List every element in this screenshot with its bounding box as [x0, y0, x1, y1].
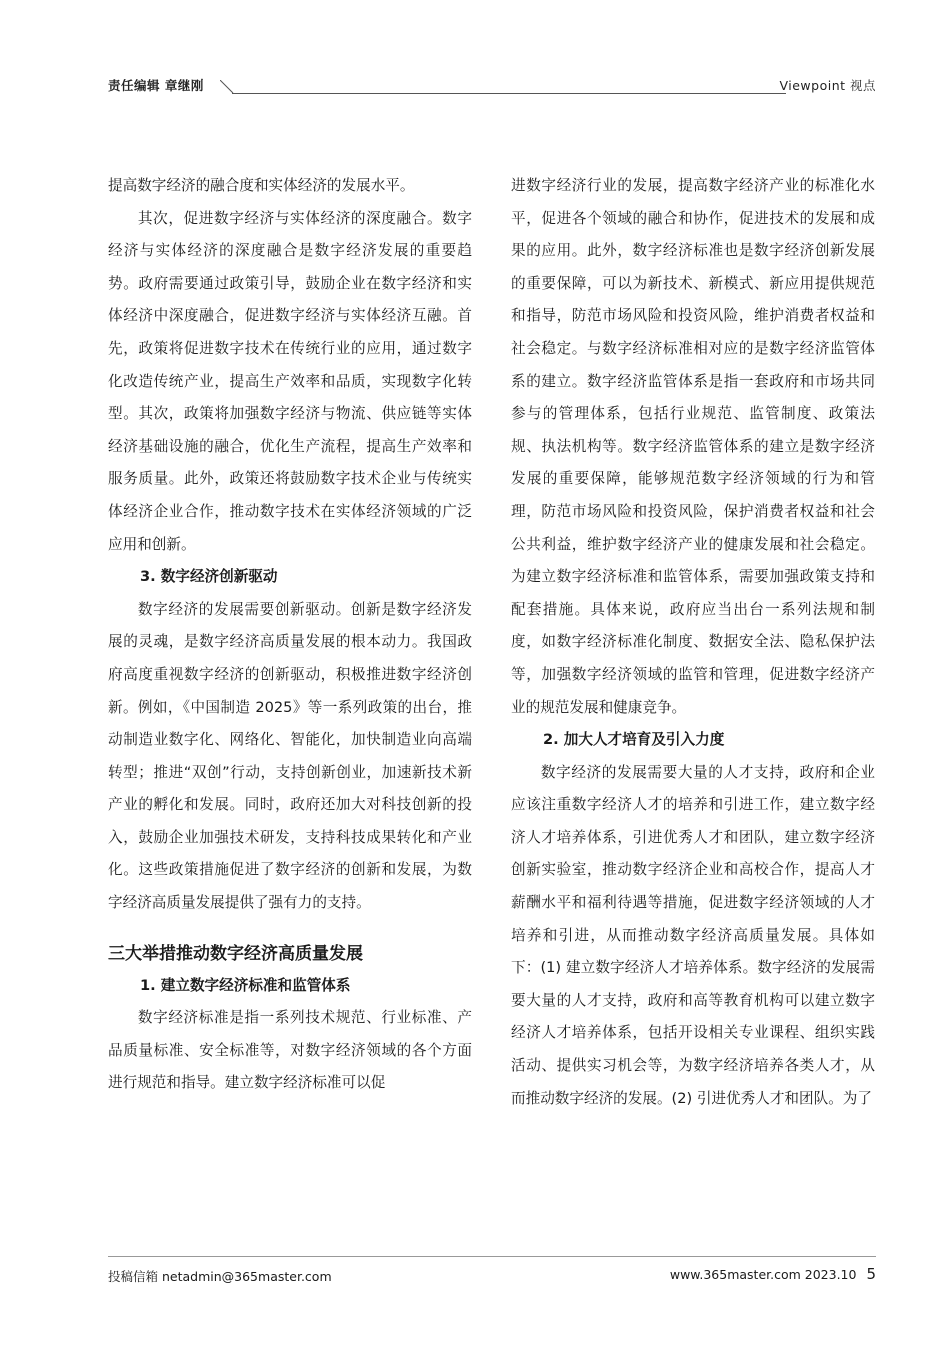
- paragraph: 数字经济的发展需要大量的人才支持，政府和企业应该注重数字经济人才的培养和引进工作，建立数字经济人才培养体系，引进优秀人才和团队，建立数字经济创新实验室，推动数字经济企业和高校合作，提高人才薪酬水平和福利待遇等措施，促进数字经济领域的人才培养和引进，从而推动数字经济高质量发展。具体如下：(1) 建立数字经济人才培养体系。数字经济的发展需要大量的人才支持，政府和高等教育机构可以建立数字经济人才培养体系，包括开设相关专业课程、组织实践活动、提供实习机会等，为数字经济培养各类人才，从而推动数字经济的发展。(2) 引进优秀人才和团队。为了: [511, 763, 875, 1107]
- section-heading: 三大举措推动数字经济高质量发展: [108, 943, 363, 964]
- submission-email: 投稿信箱 netadmin@365master.com: [108, 1269, 332, 1284]
- paragraph: 数字经济标准是指一系列技术规范、行业标准、产品质量标准、安全标准等，对数字经济领域的各个方面进行规范和指导。建立数字经济标准可以促: [108, 1009, 472, 1092]
- paragraph: 其次，促进数字经济与实体经济的深度融合。数字经济与实体经济的深度融合是数字经济发展的重要趋势。政府需要通过政策引导，鼓励企业在数字经济和实体经济中深度融合，促进数字经济与实体经济互融。首先，政策将促进数字技术在传统行业的应用，通过数字化改造传统产业，提高生产效率和品质，实现数字化转型。其次，政策将加强数字经济与物流、供应链等实体经济基础设施的融合，优化生产流程，提高生产效率和服务质量。此外，政策还将鼓励数字技术企业与传统实体经济企业合作，推动数字技术在实体经济领域的广泛应用和创新。: [108, 209, 472, 553]
- subsection-heading: 2. 加大人才培育及引入力度: [543, 731, 725, 749]
- page-footer: [108, 1256, 876, 1287]
- right-column: [511, 170, 875, 1115]
- subsection-heading: 1. 建立数字经济标准和监管体系: [140, 976, 351, 994]
- subsection-heading: 3. 数字经济创新驱动: [140, 568, 278, 586]
- page-number: 5: [866, 1265, 876, 1283]
- site-and-issue: www.365master.com 2023.10: [669, 1267, 857, 1282]
- left-column: [108, 170, 472, 1100]
- paragraph: 进数字经济行业的发展，提高数字经济产业的标准化水平，促进各个领域的融合和协作，促进技术的发展和成果的应用。此外，数字经济标准也是数字经济创新发展的重要保障，可以为新技术、新模式、新应用提供规范和指导，防范市场风险和投资风险，维护消费者权益和社会稳定。与数字经济标准相对应的是数字经济监管体系的建立。数字经济监管体系是指一套政府和市场共同参与的管理体系，包括行业规范、监管制度、政策法规、执法机构等。数字经济监管体系的建立是数字经济发展的重要保障，能够规范数字经济领域的行为和管理，防范市场风险和投资风险，保护消费者权益和社会公共利益，维护数字经济产业的健康发展和社会稳定。为建立数字经济标准和监管体系，需要加强政策支持和配套措施。具体来说，政府应当出台一系列法规和制度，如数字经济标准化制度、数据安全法、隐私保护法等，加强数字经济领域的监管和管理，促进数字经济产业的规范发展和健康竞争。: [511, 177, 875, 716]
- paragraph: 数字经济的发展需要创新驱动。创新是数字经济发展的灵魂，是数字经济高质量发展的根本动力。我国政府高度重视数字经济的创新驱动，积极推进数字经济创新。例如，《中国制造 2025》等一系列政策的出台，推动制造业数字化、网络化、智能化，加快制造业向高端转型；推进“双创”行动，支持创新创业，加速新技术新产业的孵化和发展。同时，政府还加大对科技创新的投入，鼓励企业加强技术研发，支持科技成果转化和产业化。这些政策措施促进了数字经济的创新和发展，为数字经济高质量发展提供了强有力的支持。: [108, 600, 472, 912]
- footer-right: [670, 1265, 876, 1283]
- header-rule: [232, 93, 786, 94]
- page-header: [108, 76, 876, 96]
- header-divider-icon: [220, 80, 234, 94]
- paragraph: 提高数字经济的融合度和实体经济的发展水平。: [108, 177, 415, 194]
- section-label: Viewpoint 视点: [779, 78, 876, 93]
- editor-credit: 责任编辑 章继刚: [108, 78, 204, 93]
